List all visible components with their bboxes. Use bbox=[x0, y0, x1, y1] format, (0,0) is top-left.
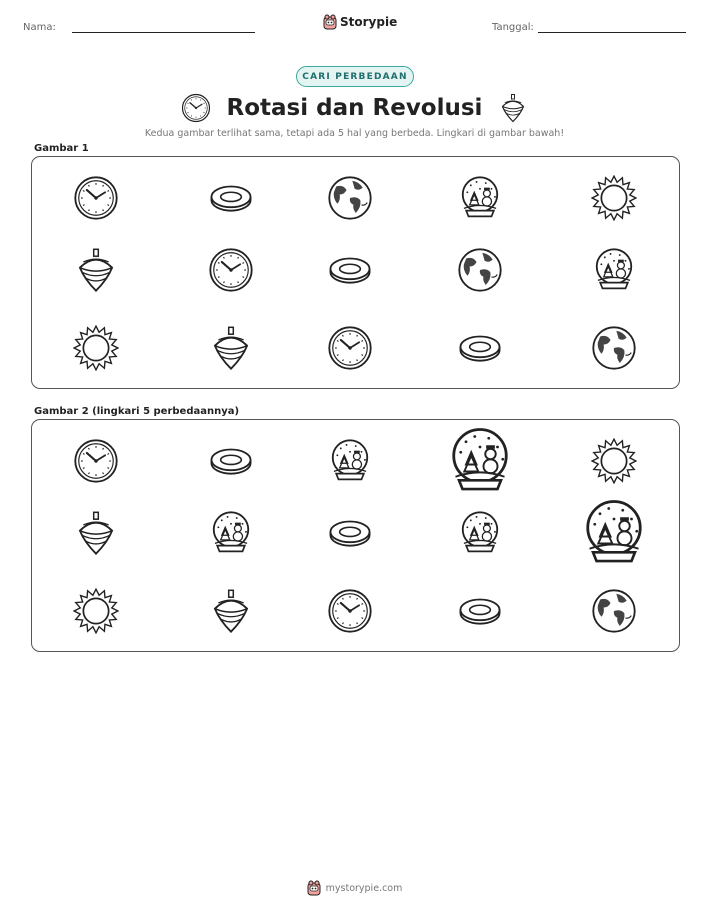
globe-icon bbox=[327, 175, 373, 221]
spinning-top-icon[interactable] bbox=[73, 510, 119, 556]
snow-globe-icon[interactable] bbox=[208, 510, 254, 556]
clock-icon bbox=[327, 325, 373, 371]
ring-icon[interactable] bbox=[457, 588, 503, 634]
picture2-label: Gambar 2 (lingkari 5 perbedaannya) bbox=[34, 406, 240, 417]
page-title: Rotasi dan Revolusi bbox=[226, 95, 483, 121]
clock-icon bbox=[208, 247, 254, 293]
ring-icon[interactable] bbox=[208, 438, 254, 484]
sun-icon bbox=[73, 325, 119, 371]
globe-icon[interactable] bbox=[591, 588, 637, 634]
ring-icon bbox=[327, 247, 373, 293]
spinning-top-icon bbox=[208, 325, 254, 371]
sun-icon[interactable] bbox=[591, 438, 637, 484]
spinning-top-icon[interactable] bbox=[208, 588, 254, 634]
sun-icon bbox=[591, 175, 637, 221]
storypie-mascot-icon bbox=[307, 880, 321, 896]
name-field[interactable] bbox=[72, 32, 255, 33]
snow-globe-icon[interactable] bbox=[327, 438, 373, 484]
spinning-top-icon bbox=[498, 93, 528, 123]
title-row bbox=[0, 90, 709, 126]
date-field[interactable] bbox=[538, 32, 686, 33]
snow-globe-icon bbox=[457, 175, 503, 221]
snow-globe-icon[interactable] bbox=[579, 498, 649, 568]
clock-icon bbox=[73, 175, 119, 221]
picture1-panel bbox=[31, 156, 680, 389]
picture2-panel[interactable] bbox=[31, 419, 680, 652]
ring-icon bbox=[457, 325, 503, 371]
activity-badge: CARI PERBEDAAN bbox=[296, 66, 414, 87]
snow-globe-icon[interactable] bbox=[445, 426, 515, 496]
ring-icon[interactable] bbox=[327, 510, 373, 556]
footer bbox=[0, 880, 709, 896]
globe-icon bbox=[457, 247, 503, 293]
clock-icon[interactable] bbox=[327, 588, 373, 634]
spinning-top-icon bbox=[73, 247, 119, 293]
footer-url: mystorypie.com bbox=[325, 882, 403, 894]
name-label: Nama: bbox=[23, 22, 56, 33]
date-label: Tanggal: bbox=[492, 22, 534, 33]
brand-name: Storypie bbox=[340, 15, 398, 29]
instructions: Kedua gambar terlihat sama, tetapi ada 5 hal yang berbeda. Lingkari di gambar bawah! bbox=[144, 128, 565, 139]
picture1-label: Gambar 1 bbox=[34, 143, 89, 154]
snow-globe-icon bbox=[591, 247, 637, 293]
clock-icon bbox=[181, 93, 211, 123]
ring-icon bbox=[208, 175, 254, 221]
worksheet-header bbox=[0, 14, 709, 44]
sun-icon[interactable] bbox=[73, 588, 119, 634]
snow-globe-icon[interactable] bbox=[457, 510, 503, 556]
globe-icon bbox=[591, 325, 637, 371]
storypie-mascot-icon bbox=[323, 14, 337, 30]
clock-icon[interactable] bbox=[73, 438, 119, 484]
storypie-logo bbox=[323, 14, 397, 30]
